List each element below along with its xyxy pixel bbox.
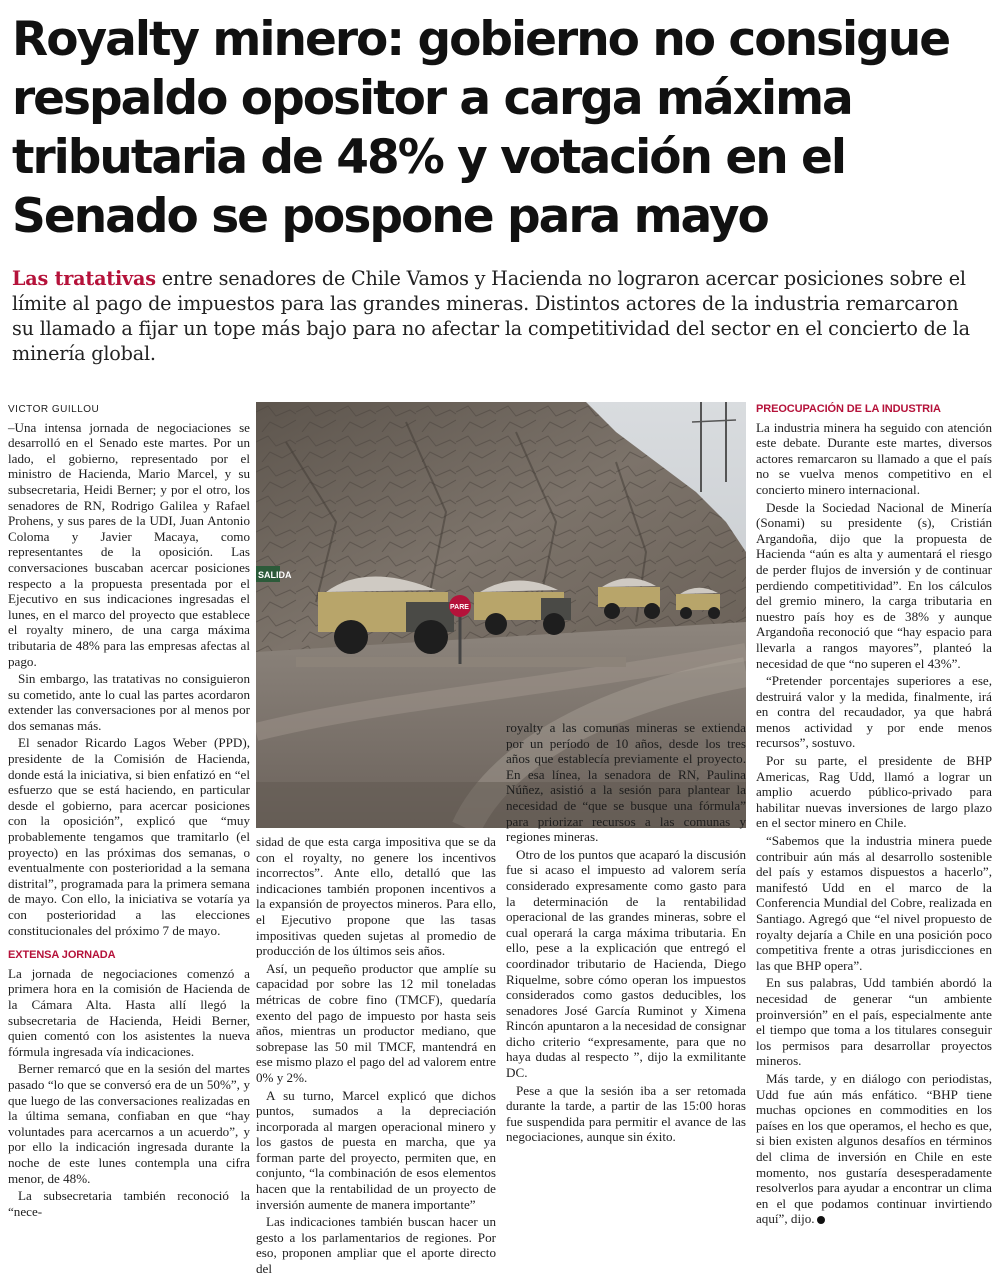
lead-paragraph (12, 266, 984, 366)
article-column-1 (8, 402, 250, 1221)
article-column-3 (506, 720, 746, 1147)
byline: VICTOR GUILLOU (8, 404, 100, 415)
paragraph: A su turno, Marcel explicó que dichos puntos, sumados a la depreciación incorporada al margen operacional minero y los gastos de puesta en marcha, que ya forman parte del proyecto, permiten que, en conjunto, “la combinación de esos elementos hacen que la rentabilidad de un proyecto de inversión aumente de manera importante” (256, 1087, 496, 1212)
paragraph: La industria minera ha seguido con atención este debate. Durante este martes, diversos actores remarcaron su llamado a que el país no se vuelva menos competitivo en el concierto minero internacional. (756, 419, 992, 497)
article-column-4 (756, 402, 992, 1229)
paragraph: “Pretender porcentajes superiores a ese, destruirá valor y la medida, finalmente, irá en contra del recaudador, ya que habrá menos actividad y por ende menos recursos”, sostuvo. (756, 673, 992, 751)
headline: Royalty minero: gobierno no consigue respaldo opositor a carga máxima tributaria de 48% y votación en el Senado se pospone para mayo (12, 12, 950, 244)
paragraph: “Sabemos que la industria minera puede contribuir aún más al desarrollo sostenible del país y estamos dispuestos a hacerlo”, manifestó Udd en el marco de la Conferencia Mundial del Cobre, realizada en Santiago. Agregó que “el nivel propuesto de royalty dejaría a Chile en una posición poco competitiva frente a otras jurisdicciones en las que BHP opera”. (756, 833, 992, 973)
subheading-extensa-jornada: EXTENSA JORNADA (8, 949, 116, 962)
lead-kicker: Las tratativas (12, 267, 156, 290)
paragraph: Por su parte, el presidente de BHP Americas, Rag Udd, llamó a lograr un amplio acuerdo público-privado para habilitar nuevas inversiones de largo plazo en el sector minero en Chile. (756, 753, 992, 831)
paragraph: La jornada de negociaciones comenzó a primera hora en la comisión de Hacienda de la Cámara Alta. Hasta allí llegó la subsecretaria de Hacienda, Heidi Berner, quien comentó con los asistentes la nueva fórmula ingresada vía indicaciones. (8, 965, 250, 1059)
paragraph: El senador Ricardo Lagos Weber (PPD), presidente de la Comisión de Hacienda, donde está la iniciativa, si bien enfatizó en “el esfuerzo que se está haciendo, en particular desde el gobierno, para acercar posiciones con la oposición”, explicó que “muy probablemente tengamos que tramitarlo (el proyecto) en las próximas dos semanas, o eventualmente con posterioridad a la semana distrital”, programada para la primera semana de mayo. Con ello, la iniciativa se votaría ya con posterioridad a las elecciones constitucionales del próximo 7 de mayo. (8, 735, 250, 938)
paragraph: Otro de los puntos que acaparó la discusión fue si acaso el impuesto ad valorem sería considerado expresamente como gasto para la determinación de la rentabilidad operacional de las grandes mineras, sobre el cual operará la carga máxima tributaria. En ello, pese a la explicación que entregó el coordinador tributario de Hacienda, Diego Riquelme, sobre cómo operan los impuestos considerados como gastos deducibles, los senadores José García Ruminot y Ximena Rincón apuntaron a la necesidad de consignar dicho criterio “expresamente, para que no haya dudas al respecto ”, dijo la exmilitante DC. (506, 846, 746, 1081)
last-paragraph (756, 1071, 992, 1227)
paragraph: Las indicaciones también buscan hacer un gesto a los parlamentarios de regiones. Por eso, proponen ampliar que el aporte directo del (256, 1214, 496, 1277)
end-mark-icon (817, 1216, 825, 1224)
paragraph: Así, un pequeño productor que amplíe su capacidad por sobre las 12 mil toneladas métricas de cobre fino (TMCF), quedaría exento del pago de impuesto por hasta seis años, mientras un productor mediano, que sobrepase las 50 mil TMCF, mantendrá en ese mismo plazo el pago del ad valorem entre 0% y 2%. (256, 960, 496, 1085)
paragraph-text: Más tarde, y en diálogo con periodistas, Udd fue aún más enfático. “BHP tiene muchas opciones en commodities en los países en los que operamos, el hecho es que, si bien existen algunos desafíos en términos del clima de inversión en Chile en este momento, nos gustaría desesperadamente resolverlos para ayudar a encontrar un clima en el que podamos continuar invirtiendo aquí”, dijo. (756, 1070, 992, 1227)
paragraph: sidad de que esta carga impositiva que se da con el royalty, no genere los incentivos incorrectos”. Ante ello, detalló que las indicaciones también proponen incentivos a la expansión de proyectos mineros. Para ello, el Ejecutivo propone que las tasas impositivas queden sujetas al promedio de producción de los últimos seis años. (256, 834, 496, 959)
lead-text: entre senadores de Chile Vamos y Hacienda no lograron acercar posiciones sobre el límite al pago de impuestos para las grandes mineras. Distintos actores de la industria remarcaron su llamado a fijar un tope más bajo para no afectar la competitividad del sector en el concierto de la minería global. (12, 267, 970, 365)
paragraph: Pese a que la sesión iba a ser retomada durante la tarde, a partir de las 15:00 horas fue suspendida para permitir el avance de las negociaciones, aunque sin éxito. (506, 1082, 746, 1145)
salida-sign-text: SALIDA (258, 570, 292, 580)
paragraph: La subsecretaria también reconoció la “nece- (8, 1188, 250, 1219)
paragraph: –Una intensa jornada de negociaciones se desarrolló en el Senado este martes. Por un lado, el gobierno, representado por el ministro de Hacienda, Mario Marcel, y su subsecretaria, Heidi Berner; y por el otro, los senadores de RN, Rodrigo Galilea y Rafael Prohens, y sus pares de la UDI, Juan Antonio Coloma y Javier Macaya, como representantes de la oposición. Las conversaciones buscaban acercar posiciones respecto a la propuesta presentada por el Ejecutivo en sus indicaciones ingresadas el lunes, en el marco del proyecto que establece el royalty minero, de una carga máxima tributaria de 48% para las empresas afectas al pago. (8, 419, 250, 669)
paragraph: royalty a las comunas mineras se extienda por un período de 10 años, desde los tres años que establecía previamente el proyecto. En esa línea, la senadora de RN, Paulina Núñez, asistió a la sesión para plantear la necesidad de “que se busque una fórmula” para priorizar recursos a las comunas y regiones mineras. (506, 720, 746, 845)
paragraph: En sus palabras, Udd también abordó la necesidad de generar “un ambiente proinversión” en el país, especialmente ante el tiempo que toma a los titulares conseguir los permisos para desarrollar proyectos mineros. (756, 975, 992, 1069)
article-column-2 (256, 834, 496, 1279)
paragraph: Berner remarcó que en la sesión del martes pasado “lo que se conversó era de un 50%”, y que luego de las conversaciones realizadas en la última semana, confiaban en que “hay voluntades para acercarnos a un acuerdo”, y por ello la indicación ingresada durante la noche de este lunes contempla una cifra menor, de 48%. (8, 1061, 250, 1186)
paragraph: Sin embargo, las tratativas no consiguieron su cometido, ante lo cual las partes acordaron extender las conversaciones por al menos por dos semanas más. (8, 671, 250, 733)
subheading-preocupacion-industria: PREOCUPACIÓN DE LA INDUSTRIA (756, 403, 941, 415)
paragraph: Desde la Sociedad Nacional de Minería (Sonami) su presidente (s), Cristián Argandoña, dijo que la propuesta de Hacienda “aún es alta y aumentará el riesgo de perder flujos de inversión y de continuar perdiendo competitividad”. En los cálculos del gremio minero, la carga tributaria en nuestro país hoy es de 38% y aunque Argandoña reconoció que “hay espacio para llevarla a rangos mayores”, planteó la necesidad de que “no superen el 43%”. (756, 499, 992, 671)
pare-sign-text: PARE (450, 604, 469, 611)
